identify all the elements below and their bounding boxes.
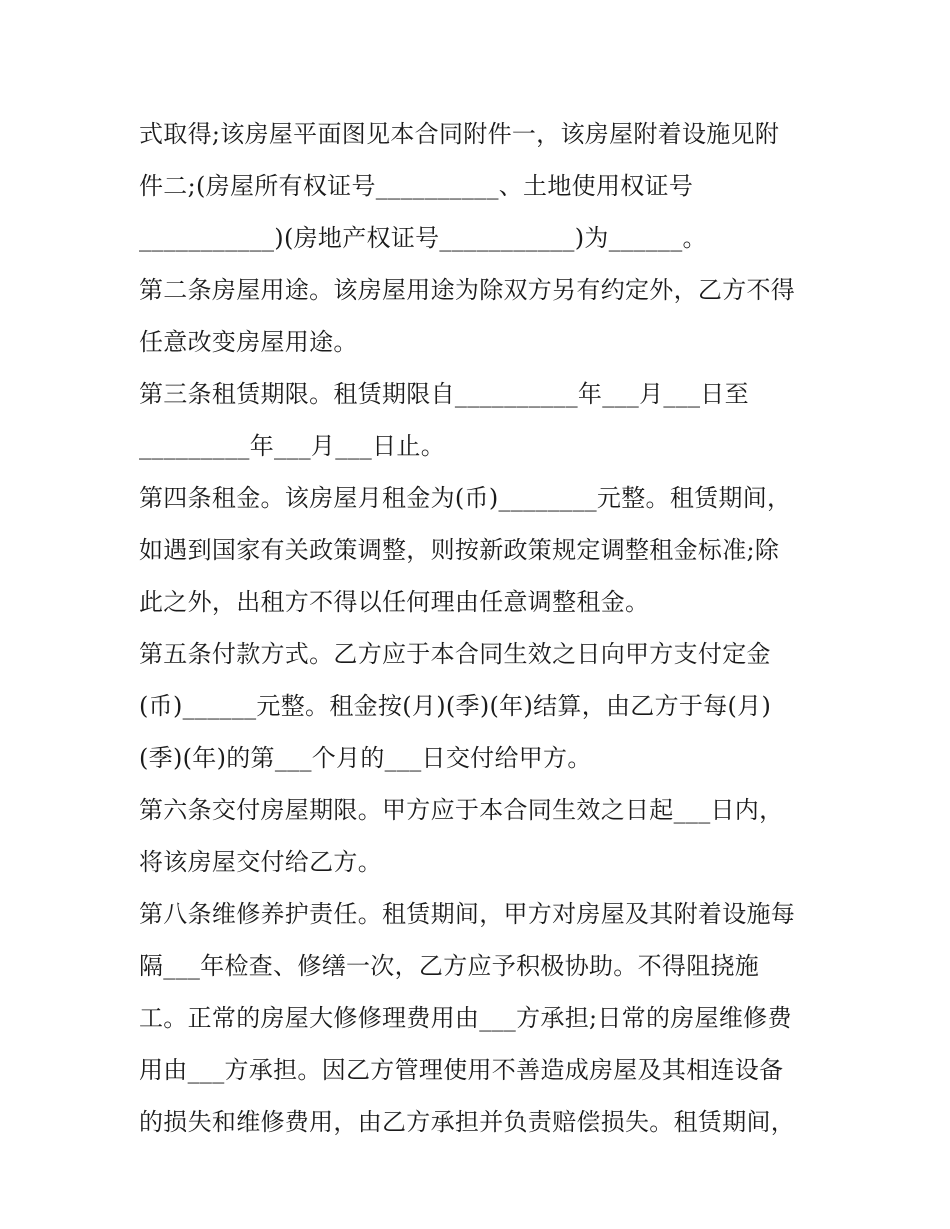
text-line: 此之外，出租方不得以任何理由任意调整租金。: [139, 588, 650, 616]
text-line: _________年___月___日止。: [139, 432, 445, 460]
text-line: (币)______元整。租金按(月)(季)(年)结算，由乙方于每(月): [139, 692, 772, 720]
text-line: 第三条租赁期限。租赁期限自__________年___月___日至: [139, 380, 749, 408]
text-line: 第五条付款方式。乙方应于本合同生效之日向甲方支付定金: [139, 640, 771, 668]
text-line: 如遇到国家有关政策调整，则按新政策规定调整租金标准;除: [139, 536, 780, 564]
text-line: 将该房屋交付给乙方。: [139, 848, 382, 876]
text-line: 第四条租金。该房屋月租金为(币)________元整。租赁期间，: [139, 484, 792, 512]
text-line: 用由___方承担。因乙方管理使用不善造成房屋及其相连设备: [139, 1056, 784, 1084]
text-line: 第二条房屋用途。该房屋用途为除双方另有约定外，乙方不得: [139, 276, 796, 304]
text-line: 工。正常的房屋大修修理费用由___方承担;日常的房屋维修费: [139, 1004, 792, 1032]
text-line: 件二;(房屋所有权证号__________、土地使用权证号: [139, 172, 694, 200]
text-line: 式取得;该房屋平面图见本合同附件一，该房屋附着设施见附: [139, 120, 780, 148]
text-line: 第六条交付房屋期限。甲方应于本合同生效之日起___日内，: [139, 796, 784, 824]
text-line: 的损失和维修费用，由乙方承担并负责赔偿损失。租赁期间，: [139, 1108, 796, 1136]
text-line: (季)(年)的第___个月的___日交付给甲方。: [139, 744, 592, 772]
text-line: 任意改变房屋用途。: [139, 328, 358, 356]
text-line: 隔___年检查、修缮一次，乙方应予积极协助。不得阻挠施: [139, 952, 760, 980]
document-body: [139, 108, 829, 1148]
text-line: ___________)(房地产权证号___________)为______。: [139, 224, 707, 252]
text-line: 第八条维修养护责任。租赁期间，甲方对房屋及其附着设施每: [139, 900, 796, 928]
